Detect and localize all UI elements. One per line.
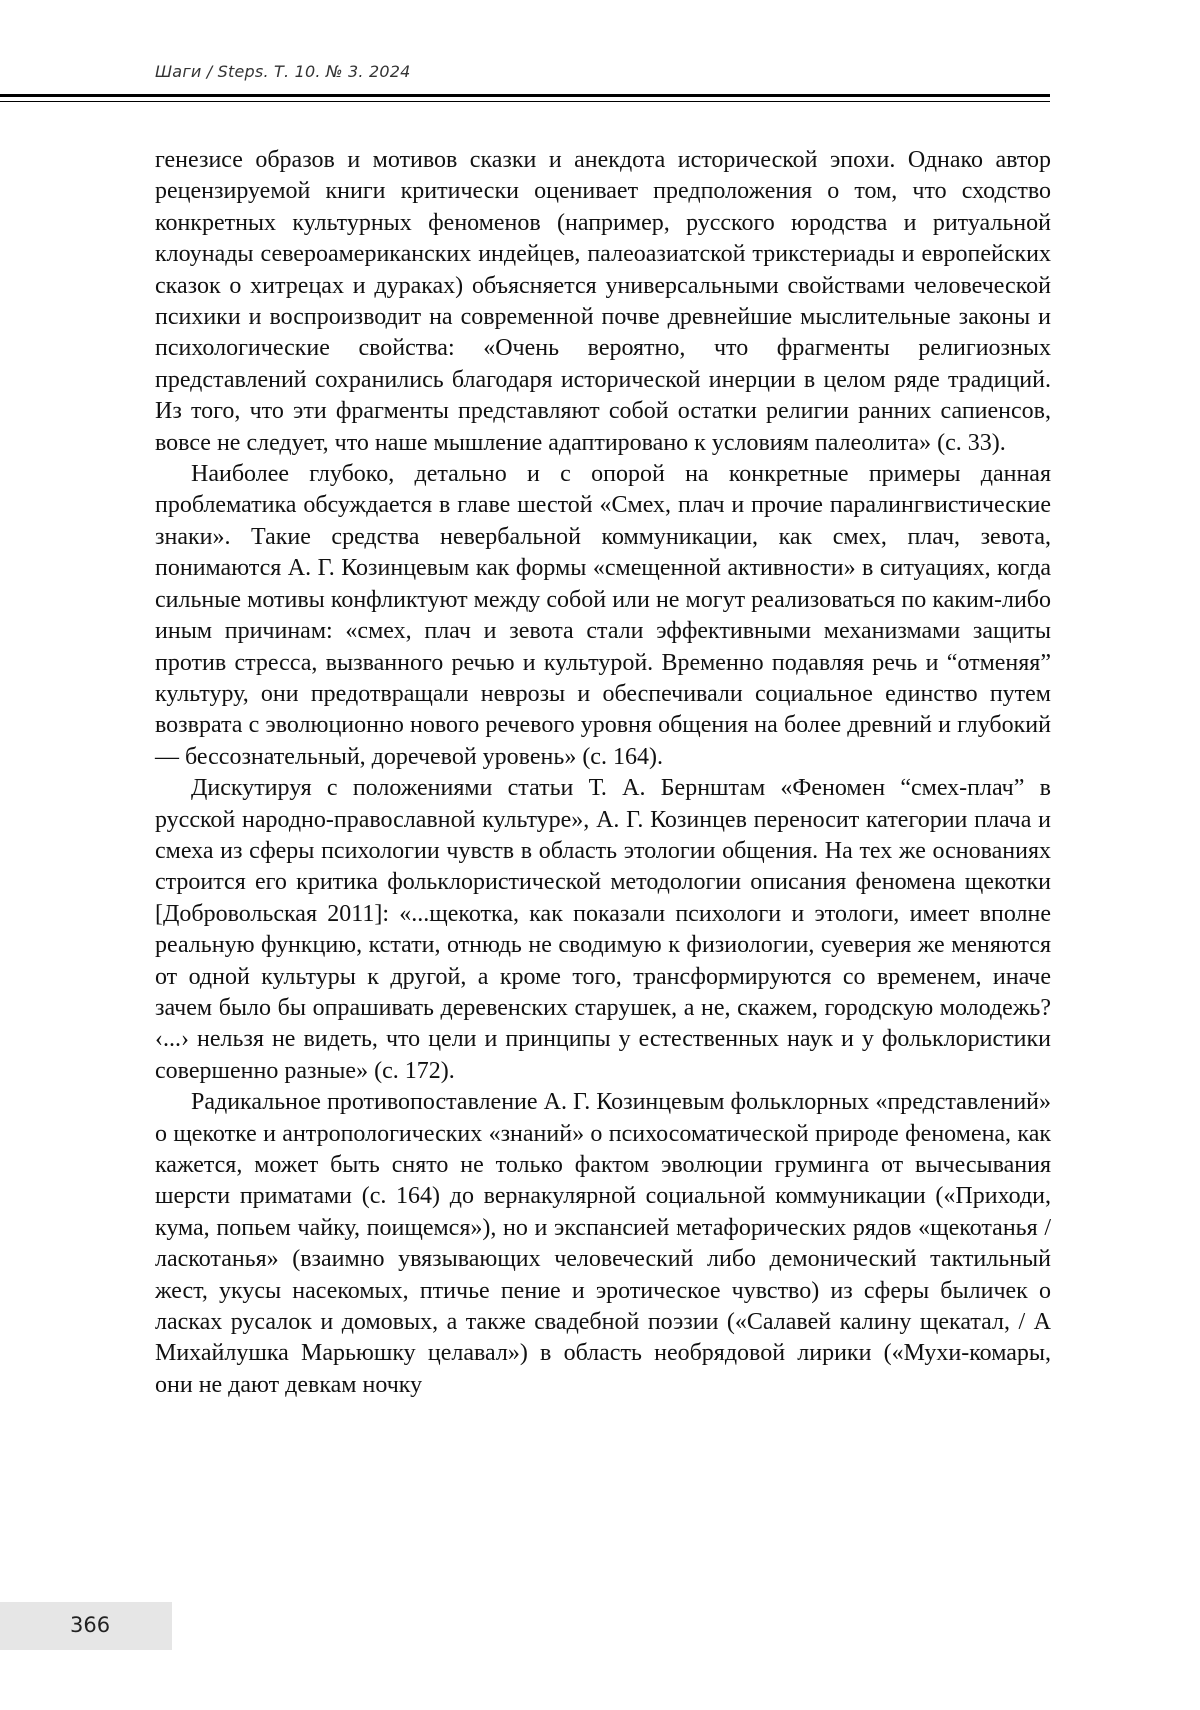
running-header: Шаги / Steps. Т. 10. № 3. 2024 [155, 62, 411, 81]
header-rule-thick [0, 94, 1050, 97]
article-body [155, 145, 1051, 1401]
page-number-box [0, 1602, 172, 1650]
paragraph-2: Наиболее глубоко, детально и с опорой на конкретные примеры данная проблематика обсуждается в главе шестой «Смех, плач и прочие паралингвистические знаки». Такие средства невербальной коммуникации, как смех, плач, зевота, понимаются А. Г. Козинцевым как формы «смещенной активности» в ситуациях, когда сильные мотивы конфликтуют между собой или не могут реализоваться по каким-либо иным причинам: «смех, плач и зевота стали эффективными механизмами защиты против стресса, вызванного речью и культурой. Временно подавляя речь и “отменяя” культуру, они предотвращали неврозы и обеспечивали социальное единство путем возврата с эволюционно нового речевого уровня общения на более древний и глубокий — бессознательный, доречевой уровень» (с. 164). [155, 461, 1051, 770]
paragraph-1: генезисе образов и мотивов сказки и анекдота исторической эпохи. Однако автор рецензируемой книги критически оценивает предположения о том, что сходство конкретных культурных феноменов (например, русского юродства и ритуальной клоунады североамериканских индейцев, палеоазиатской трикстериады и европейских сказок о хитрецах и дураках) объясняется универсальными свойствами человеческой психики и воспроизводит на современной почве древнейшие мыслительные законы и психологические свойства: «Очень вероятно, что фрагменты религиозных представлений сохранились благодаря исторической инерции в целом ряде традиций. Из того, что эти фрагменты представляют собой остатки религии ранних сапиенсов, вовсе не следует, что наше мышление адаптировано к условиям палеолита» (с. 33). [155, 147, 1051, 456]
header-rule-thin [0, 101, 1050, 102]
paragraph-4: Радикальное противопоставление А. Г. Козинцевым фольклорных «представлений» о щекотке и антропологических «знаний» о психосоматической природе феномена, как кажется, может быть снято не только фактом эволюции груминга от вычесывания шерсти приматами (с. 164) до вернакулярной социальной коммуникации («Приходи, кума, попьем чайку, поищемся»), но и экспансией метафорических рядов «щекотанья / ласкотанья» (взаимно увязывающих человеческий либо демонический тактильный жест, укусы насекомых, птичье пение и эротическое чувство) из сферы быличек о ласках русалок и домовых, а также свадебной поэзии («Салавей калину щекатал, / А Михайлушка Марьюшку целавал») в область необрядовой лирики («Мухи-комары, они не дают девкам ночку [155, 1089, 1051, 1398]
page-number: 366 [70, 1613, 111, 1637]
paragraph-3: Дискутируя с положениями статьи Т. А. Бернштам «Феномен “смех-плач” в русской народно-православной культуре», А. Г. Козинцев переносит категории плача и смеха из сферы психологии чувств в область этологии общения. На тех же основаниях строится его критика фольклористической методологии описания феномена щекотки [Добровольская 2011]: «...щекотка, как показали психологи и этологи, имеет вполне реальную функцию, кстати, отнюдь не сводимую к физиологии, суеверия же меняются от одной культуры к другой, а кроме того, трансформируются со временем, иначе зачем было бы опрашивать деревенских старушек, а не, скажем, городскую молодежь? ‹...› нельзя не видеть, что цели и принципы у естественных наук и у фольклористики совершенно разные» (с. 172). [155, 775, 1051, 1084]
